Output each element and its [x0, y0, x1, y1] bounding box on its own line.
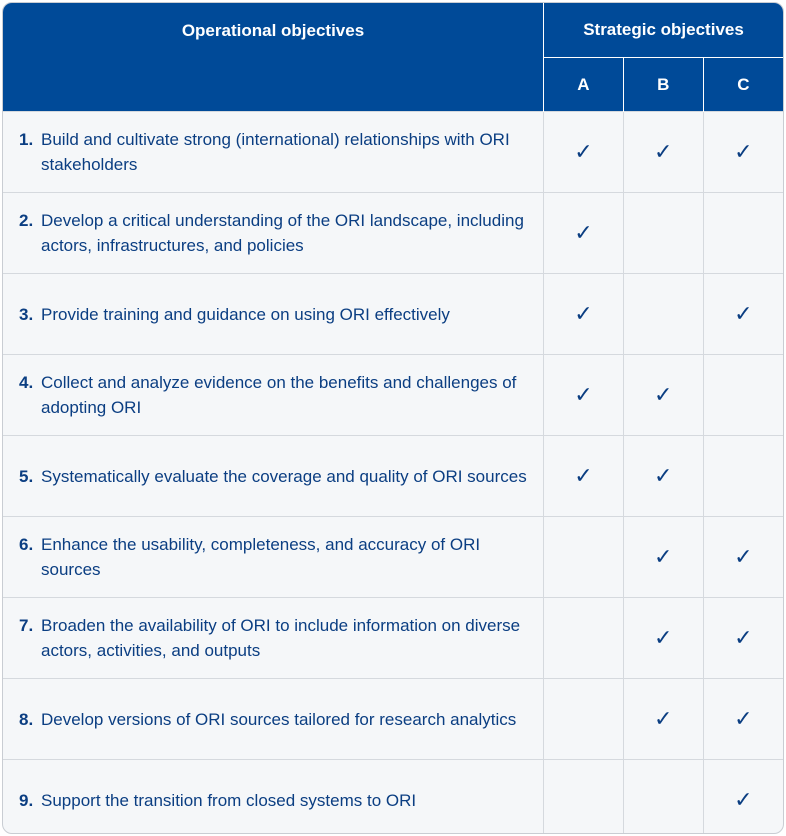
cell-c — [703, 355, 783, 436]
cell-a — [544, 112, 624, 193]
checkmark-icon: ✓ — [574, 382, 593, 407]
objectives-grid — [3, 3, 783, 834]
objective-text: Develop a critical understanding of the ORI landscape, including actors, infrastructures, and policies — [41, 211, 524, 255]
objective-item — [19, 302, 529, 327]
checkmark-icon: ✓ — [734, 787, 753, 812]
objective-text: Collect and analyze evidence on the benefits and challenges of adopting ORI — [41, 373, 517, 417]
objective-cell — [3, 355, 544, 436]
column-a-header: A — [544, 58, 624, 112]
cell-a — [544, 436, 624, 517]
objective-number: 7. — [19, 616, 34, 635]
objective-cell — [3, 517, 544, 598]
checkmark-icon: ✓ — [574, 463, 593, 488]
objective-number: 1. — [19, 130, 34, 149]
objective-number: 4. — [19, 373, 34, 392]
cell-a — [544, 193, 624, 274]
cell-b — [623, 436, 703, 517]
objective-cell — [3, 274, 544, 355]
cell-a — [544, 679, 624, 760]
table-row — [3, 598, 783, 679]
column-b-header: B — [623, 58, 703, 112]
objective-item — [19, 464, 529, 489]
strategic-objectives-header: Strategic objectives — [544, 3, 784, 58]
table-row — [3, 193, 783, 274]
objective-item — [19, 532, 529, 582]
checkmark-icon: ✓ — [734, 706, 753, 731]
cell-a — [544, 517, 624, 598]
table-row — [3, 679, 783, 760]
objective-text: Systematically evaluate the coverage and quality of ORI sources — [41, 466, 527, 486]
table-row — [3, 355, 783, 436]
checkmark-icon: ✓ — [734, 544, 753, 569]
cell-b — [623, 598, 703, 679]
cell-c — [703, 112, 783, 193]
checkmark-icon: ✓ — [734, 139, 753, 164]
checkmark-icon: ✓ — [574, 139, 593, 164]
operational-objectives-header: Operational objectives — [3, 3, 544, 112]
objective-item — [19, 370, 529, 420]
cell-c — [703, 274, 783, 355]
cell-c — [703, 598, 783, 679]
checkmark-icon: ✓ — [654, 139, 673, 164]
cell-a — [544, 274, 624, 355]
table-row — [3, 517, 783, 598]
objective-cell — [3, 760, 544, 835]
table-row — [3, 760, 783, 835]
objective-item — [19, 788, 529, 813]
objective-item — [19, 127, 529, 177]
objective-item — [19, 208, 529, 258]
objective-cell — [3, 679, 544, 760]
objective-item — [19, 613, 529, 663]
checkmark-icon: ✓ — [654, 706, 673, 731]
cell-b — [623, 679, 703, 760]
checkmark-icon: ✓ — [654, 625, 673, 650]
objective-cell — [3, 112, 544, 193]
objective-text: Build and cultivate strong (international) relationships with ORI stakeholders — [41, 130, 510, 174]
objective-text: Support the transition from closed systems to ORI — [41, 790, 417, 810]
cell-c — [703, 760, 783, 835]
objective-number: 8. — [19, 709, 34, 729]
objective-item — [19, 707, 529, 732]
cell-c — [703, 193, 783, 274]
objective-text: Provide training and guidance on using ORI effectively — [41, 304, 450, 324]
objective-cell — [3, 193, 544, 274]
checkmark-icon: ✓ — [574, 301, 593, 326]
objective-text: Broaden the availability of ORI to include information on diverse actors, activities, and outputs — [41, 616, 521, 660]
objective-number: 2. — [19, 211, 34, 230]
checkmark-icon: ✓ — [654, 463, 673, 488]
cell-b — [623, 517, 703, 598]
objectives-body — [3, 112, 783, 835]
cell-b — [623, 112, 703, 193]
checkmark-icon: ✓ — [734, 301, 753, 326]
table-row — [3, 274, 783, 355]
cell-b — [623, 355, 703, 436]
cell-c — [703, 517, 783, 598]
cell-b — [623, 274, 703, 355]
checkmark-icon: ✓ — [654, 544, 673, 569]
cell-a — [544, 598, 624, 679]
table-row — [3, 112, 783, 193]
cell-b — [623, 760, 703, 835]
objective-number: 9. — [19, 790, 34, 810]
objective-number: 5. — [19, 466, 34, 486]
cell-a — [544, 760, 624, 835]
objective-cell — [3, 598, 544, 679]
cell-c — [703, 436, 783, 517]
objective-text: Develop versions of ORI sources tailored for research analytics — [41, 709, 517, 729]
cell-c — [703, 679, 783, 760]
checkmark-icon: ✓ — [574, 220, 593, 245]
checkmark-icon: ✓ — [734, 625, 753, 650]
objective-number: 6. — [19, 535, 34, 554]
cell-b — [623, 193, 703, 274]
objectives-table — [2, 2, 784, 834]
checkmark-icon: ✓ — [654, 382, 673, 407]
table-row — [3, 436, 783, 517]
cell-a — [544, 355, 624, 436]
objective-cell — [3, 436, 544, 517]
objective-number: 3. — [19, 304, 34, 324]
column-c-header: C — [703, 58, 783, 112]
objective-text: Enhance the usability, completeness, and accuracy of ORI sources — [41, 535, 481, 579]
